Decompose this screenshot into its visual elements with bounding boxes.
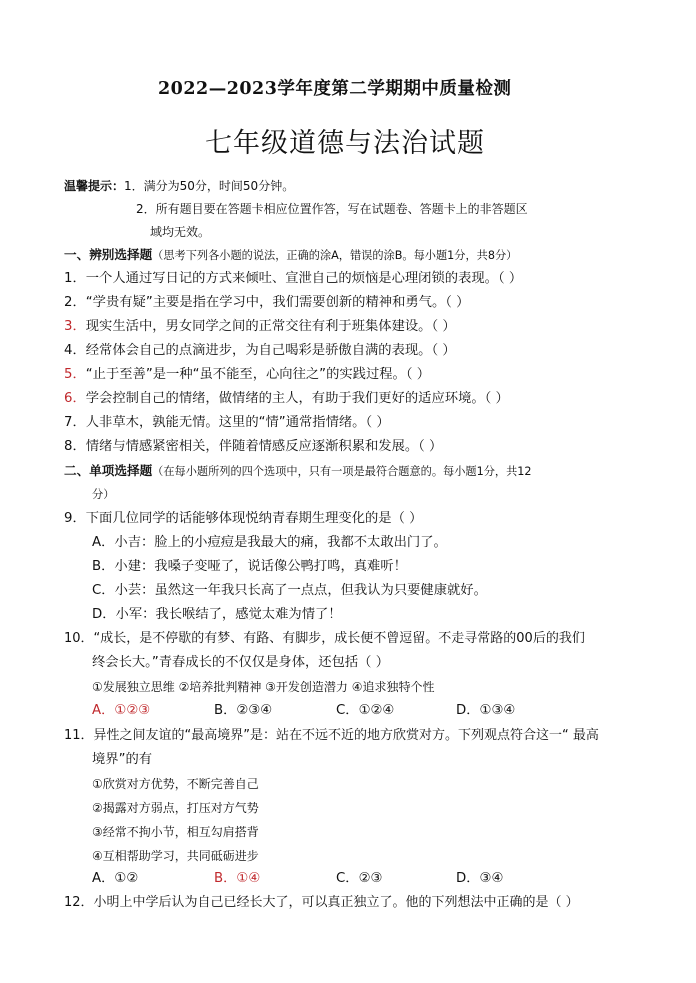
q11-point-4: ④互相帮助学习，共同砥砺进步 <box>92 849 259 863</box>
q9-option-d: D．小军：我长喉结了，感觉太难为情了！ <box>92 607 342 622</box>
s1-item-num: 4． <box>64 343 86 358</box>
s1-item-text: 现实生活中，男女同学之间的正常交往有利于班集体建设。（ ） <box>85 319 456 334</box>
notice-label: 温馨提示： <box>64 179 125 193</box>
s1-item-num: 3． <box>64 319 86 334</box>
s1-item-text: 人非草木，孰能无情。这里的“情”通常指情绪。（ ） <box>85 415 390 430</box>
notice-line-1 <box>64 177 294 195</box>
section1-title: 一、辨别选择题 <box>64 247 153 262</box>
section1-desc: （思考下列各小题的说法，正确的涂A，错误的涂B。每小题1分，共8分） <box>152 249 518 262</box>
q11-point-3: ③经常不拘小节，相互勾肩搭背 <box>92 825 259 839</box>
s1-item-text: 经常体会自己的点滴进步，为自己喝彩是骄傲自满的表现。（ ） <box>85 343 456 358</box>
notice-text-1: 1．满分为50分，时间50分钟。 <box>124 179 295 193</box>
notice-line-2: 2．所有题目要在答题卡相应位置作答，写在试题卷、答题卡上的非答题区 <box>136 202 528 216</box>
q11-option-d: D．③④ <box>456 871 504 886</box>
exam-term-heading: 2022—2023学年度第二学期期中质量检测 <box>158 79 512 99</box>
q11-stem-2: 境界”的有 <box>92 752 153 767</box>
section2-desc-cont: 分） <box>92 488 115 501</box>
q11-option-b: B．①④ <box>214 871 261 886</box>
s1-item-7 <box>64 414 390 432</box>
q9-option-a: A．小吉：脸上的小痘痘是我最大的痛，我都不太敢出门了。 <box>92 535 447 550</box>
s1-item-num: 6． <box>64 391 86 406</box>
section2-title: 二、单项选择题 <box>64 463 153 478</box>
section1-heading <box>64 246 517 265</box>
section2-heading <box>64 462 532 481</box>
section2-desc: （在每小题所列的四个选项中，只有一项是最符合题意的。每小题1分，共12 <box>152 465 532 478</box>
q11-option-a: A．①② <box>92 871 139 886</box>
q11-option-c: C．②③ <box>336 871 383 886</box>
s1-item-4 <box>64 342 456 360</box>
s1-item-text: “止于至善”是一种“虽不能至，心向往之”的实践过程。（ ） <box>85 367 431 382</box>
s1-item-num: 8． <box>64 439 86 454</box>
q10-points: ①发展独立思维 ②培养批判精神 ③开发创造潜力 ④追求独特个性 <box>92 680 435 694</box>
s1-item-3 <box>64 318 456 336</box>
s1-item-num: 7． <box>64 415 86 430</box>
s1-item-5 <box>64 366 430 384</box>
q10-option-c: C．①②④ <box>336 703 395 718</box>
s1-item-6 <box>64 390 509 408</box>
q10-stem-2: 终会长大。”青春成长的不仅仅是身体，还包括（ ） <box>92 655 389 670</box>
q11-point-2: ②揭露对方弱点，打压对方气势 <box>92 801 259 815</box>
q10-option-b: B．②③④ <box>214 703 273 718</box>
notice-line-3: 域均无效。 <box>150 225 211 239</box>
q10-stem-1: 10．“成长，是不停歇的有梦、有路、有脚步，成长便不曾逗留。不走寻常路的00后的我们 <box>64 631 585 646</box>
s1-item-text: 情绪与情感紧密相关，伴随着情感反应逐渐积累和发展。（ ） <box>85 439 443 454</box>
s1-item-num: 1． <box>64 271 86 286</box>
q9-stem: 9．下面几位同学的话能够体现悦纳青春期生理变化的是（ ） <box>64 511 423 526</box>
s1-item-8 <box>64 438 442 456</box>
q11-stem-1: 11．异性之间友谊的“最高境界”是：站在不远不近的地方欣赏对方。下列观点符合这一“ 最高 <box>64 728 599 743</box>
s1-item-text: 学会控制自己的情绪，做情绪的主人，有助于我们更好的适应环境。（ ） <box>85 391 509 406</box>
q10-option-a: A．①②③ <box>92 703 151 718</box>
q12-stem: 12．小明上中学后认为自己已经长大了，可以真正独立了。他的下列想法中正确的是（ ） <box>64 895 579 910</box>
q11-point-1: ①欣赏对方优势，不断完善自己 <box>92 777 259 791</box>
q9-option-b: B．小建：我嗓子变哑了，说话像公鸭打鸣，真难听！ <box>92 559 407 574</box>
exam-title: 七年级道德与法治试题 <box>205 128 485 159</box>
s1-item-num: 5． <box>64 367 86 382</box>
s1-item-text: “学贵有疑”主要是指在学习中，我们需要创新的精神和勇气。（ ） <box>85 295 470 310</box>
s1-item-num: 2． <box>64 295 86 310</box>
q9-option-c: C．小芸：虽然这一年我只长高了一点点，但我认为只要健康就好。 <box>92 583 487 598</box>
s1-item-1 <box>64 270 522 288</box>
s1-item-text: 一个人通过写日记的方式来倾吐、宣泄自己的烦恼是心理闭锁的表现。（ ） <box>85 271 523 286</box>
s1-item-2 <box>64 294 469 312</box>
q10-option-d: D．①③④ <box>456 703 516 718</box>
